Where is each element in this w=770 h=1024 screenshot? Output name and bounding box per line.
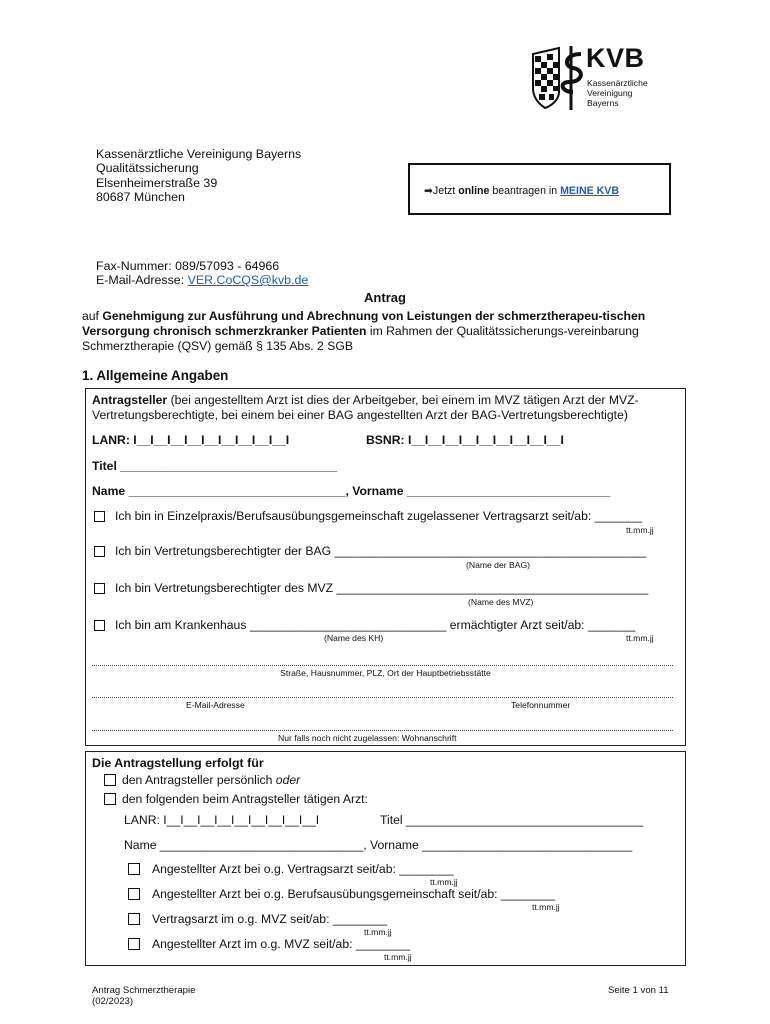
checkbox-self[interactable] (104, 774, 116, 786)
doctor-lanr-field[interactable]: LANR: I__I__I__I__I__I__I__I__I__I (124, 813, 320, 827)
checkbox-mvz[interactable] (94, 583, 105, 594)
section-title-general: 1. Allgemeine Angaben (82, 368, 229, 383)
doctor-titel-field[interactable]: Titel ___________________________________ (380, 813, 644, 827)
address-line: Kassenärztliche Vereinigung Bayerns (96, 147, 302, 161)
kvb-logo (529, 44, 669, 110)
meine-kvb-link[interactable]: MEINE KVB (560, 185, 619, 197)
arrow-right-icon: ➡ (424, 185, 433, 197)
checkbox-bag[interactable] (94, 546, 105, 557)
name-field[interactable]: Name ________________________________, Vorname ______________________________ (92, 484, 611, 498)
kvb-emblem-icon (529, 44, 591, 110)
checkbox-employed-bag[interactable] (128, 888, 140, 900)
residence-line-input[interactable] (92, 730, 673, 731)
email-phone-line-input[interactable] (92, 697, 673, 698)
email-link[interactable]: VER.CoCQS@kvb.de (187, 273, 309, 287)
contact-info: Fax-Nummer: 089/57093 - 64966 E-Mail-Adresse: VER.CoCQS@kvb.de (96, 259, 309, 287)
checkbox-einzelpraxis[interactable] (94, 511, 105, 522)
lanr-field[interactable]: LANR: I__I__I__I__I__I__I__I__I__I (92, 433, 290, 447)
checkbox-krankenhaus[interactable] (94, 620, 105, 631)
address-line: Elsenheimerstraße 39 (96, 175, 218, 190)
section-title-application-for: Die Antragstellung erfolgt für (92, 756, 264, 770)
logo-name: KVB (586, 43, 645, 73)
intro-text: auf Genehmigung zur Ausführung und Abrechnung von Leistungen der schmerztherapeu-tischen Versorgung chronisch schmerzkranker Patienten im Rahmen der Qualitätssicherungs-vereinbarung Schmerztherapie (QSV) gemäß § 135 Abs. 2 SGB (82, 309, 646, 353)
checkbox-employed-mvz[interactable] (128, 938, 140, 950)
logo-subtitle: Kassenärztliche Vereinigung Bayerns (587, 78, 648, 108)
checkbox-vertragsarzt-mvz[interactable] (128, 913, 140, 925)
bsnr-field[interactable]: BSNR: I__I__I__I__I__I__I__I__I__I (366, 433, 564, 447)
document-title: Antrag (364, 290, 406, 305)
address-line-input[interactable] (92, 665, 673, 666)
fax-number: Fax-Nummer: 089/57093 - 64966 (96, 259, 280, 273)
address-line: Qualitätssicherung (96, 161, 199, 176)
titel-field[interactable]: Titel ________________________________ (92, 459, 338, 473)
doctor-name-field[interactable]: Name ______________________________, Vorname _______________________________ (124, 838, 633, 852)
footer-page-number: Seite 1 von 11 (608, 985, 669, 996)
online-application-box: ➡Jetzt online beantragen in MEINE KVB (408, 163, 671, 215)
address-line: 80687 München (96, 189, 185, 204)
checkbox-employed-vertragsarzt[interactable] (128, 863, 140, 875)
checkbox-other-doctor[interactable] (104, 793, 116, 805)
applicant-box: Antragsteller (bei angestelltem Arzt ist dies der Arbeitgeber, bei einem im MVZ tätigen Arzt der MVZ- Vertretungsberechtigte, bei einem bei einer BAG angestellten Arzt der BAG-Vertretungsberechtigte) LANR: I__I__I__I__I__I__I__I__I__I BSNR: I__I__I__I__I__I__I__I__I__I Titel ________________________________ Name ________________________________, Vorname ______________________________ Ich bin in Einzelpraxis/Berufsausübungsgemeinschaft zugelassener Vertragsarzt seit/ab: _______ tt.mm.jj Ich bin Vertretungsberechtigter der BAG ______________________________________________ (Name der BAG) Ich bin Vertretungsberechtigter des MVZ ______________________________________________ (Name des MVZ) Ich bin am Krankenhaus _____________________________ ermächtigter Arzt seit/ab: _______ (Name des KH) tt.mm.jj Straße, Hausnummer, PLZ, Ort der Hauptbetriebsstätte E-Mail-Adresse Telefonnummer Nur falls noch nicht zugelassen: Wohnanschrift (85, 388, 686, 746)
recipient-address (96, 147, 301, 204)
footer-document-info: Antrag Schmerztherapie (02/2023) (92, 985, 196, 1007)
applicant-description: Antragsteller (bei angestelltem Arzt ist dies der Arbeitgeber, bei einem im MVZ tätigen Arzt der MVZ- (92, 393, 639, 407)
application-for-box: Die Antragstellung erfolgt für den Antragsteller persönlich oder den folgenden beim Antragsteller tätigen Arzt: LANR: I__I__I__I__I__I__I__I__I__I Titel ___________________________________ Name ______________________________, Vorname _______________________________ Angestellter Arzt bei o.g. Vertragsarzt seit/ab: ________ tt.mm.jj Angestellter Arzt bei o.g. Berufsausübungsgemeinschaft seit/ab: ________ tt.mm.jj Vertragsarzt im o.g. MVZ seit/ab: ________ tt.mm.jj Angestellter Arzt im o.g. MVZ seit/ab: ________ tt.mm.jj (85, 751, 686, 966)
